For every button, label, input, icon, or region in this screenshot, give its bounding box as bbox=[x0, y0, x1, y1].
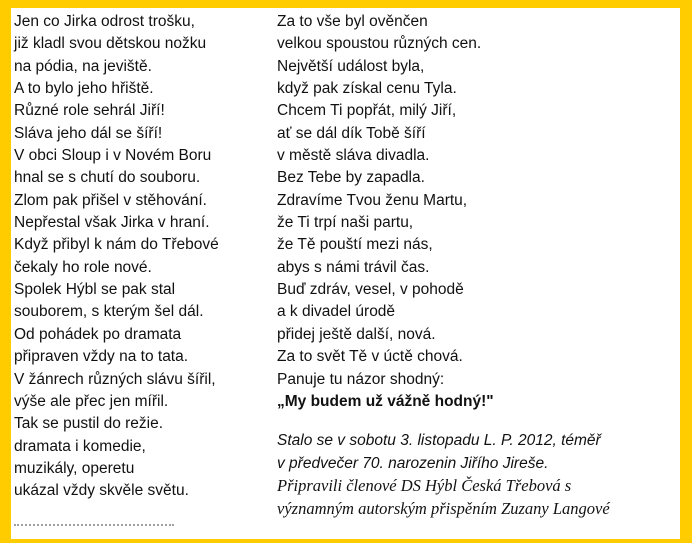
poem-line: Chcem Ti popřát, milý Jiří, bbox=[277, 102, 457, 120]
poem-line: hnal se s chutí do souboru. bbox=[14, 169, 201, 187]
poem-line: Za to svět Tě v úctě chová. bbox=[277, 348, 463, 366]
poem-right-column bbox=[277, 11, 494, 413]
poem-line: Největší událost byla, bbox=[277, 57, 425, 75]
poem-line: V žánrech různých slávu šířil, bbox=[14, 370, 216, 388]
poem-line: Jen co Jirka odrost trošku, bbox=[14, 13, 195, 30]
poem-line: Sláva jeho dál se šíří! bbox=[14, 124, 163, 142]
poem-line: Za to vše byl ověnčen bbox=[277, 13, 428, 30]
poem-line: když pak získal cenu Tyla. bbox=[277, 80, 457, 98]
poem-line: dramata i komedie, bbox=[14, 437, 146, 455]
poem-line: V obci Sloup i v Novém Boru bbox=[14, 147, 212, 165]
poem-left-column bbox=[14, 11, 219, 503]
poem-line: Zlom pak přišel v stěhování. bbox=[14, 191, 207, 209]
note-line: Stalo se v sobotu 3. listopadu L. P. 2012, téměř bbox=[277, 432, 601, 449]
poem-line: Když přibyl k nám do Třebové bbox=[14, 236, 219, 254]
poem-line: muzikály, operetu bbox=[14, 459, 135, 477]
poem-line: A to bylo jeho hřiště. bbox=[14, 80, 154, 98]
poem-line: Od pohádek po dramata bbox=[14, 325, 182, 343]
cut-off-line-fragment bbox=[14, 524, 174, 530]
poem-line: Nepřestal však Jirka v hraní. bbox=[14, 214, 210, 232]
poem-line: Bez Tebe by zapadla. bbox=[277, 169, 425, 187]
poem-line: Různé role sehrál Jiří! bbox=[14, 102, 165, 120]
note-line: v předvečer 70. narozenin Jiřího Jireše. bbox=[277, 454, 549, 472]
poem-line: Spolek Hýbl se pak stal bbox=[14, 281, 176, 299]
poem-line: v městě sláva divadla. bbox=[277, 147, 430, 165]
poem-line: ať se dál dík Tobě šíří bbox=[277, 124, 426, 142]
poem-line: již kladl svou dětskou nožku bbox=[14, 35, 207, 53]
poem-line: abys s námi trávil čas. bbox=[277, 258, 430, 276]
poem-line: na pódia, na jeviště. bbox=[14, 57, 152, 75]
poem-line: Zdravíme Tvou ženu Martu, bbox=[277, 191, 468, 209]
poem-motto: „My budem už vážně hodný!" bbox=[277, 392, 494, 410]
poem-line: Panuje tu názor shodný: bbox=[277, 370, 445, 388]
poem-line: ukázal vždy skvěle světu. bbox=[14, 482, 189, 500]
poem-line: Buď zdráv, vesel, v pohodě bbox=[277, 281, 464, 299]
poem-line: připraven vždy na to tata. bbox=[14, 348, 189, 366]
dedication-note bbox=[277, 430, 610, 520]
poem-line: souborem, s kterým šel dál. bbox=[14, 303, 204, 321]
poem-line: výše ale přec jen mířil. bbox=[14, 392, 169, 410]
poem-line: přidej ještě další, nová. bbox=[277, 325, 436, 343]
poem-line: velkou spoustou různých cen. bbox=[277, 35, 482, 53]
poem-line: že Ti trpí naši partu, bbox=[277, 214, 414, 232]
poem-line: Tak se pustil do režie. bbox=[14, 415, 164, 433]
poem-line: čekaly ho role nové. bbox=[14, 258, 152, 276]
poem-line: a k divadel úrodě bbox=[277, 303, 396, 321]
note-line: Připravili členové DS Hýbl Česká Třebová s bbox=[277, 476, 572, 495]
poem-line: že Tě pouští mezi nás, bbox=[277, 236, 433, 254]
note-line: významným autorským přispěním Zuzany Langové bbox=[277, 498, 610, 518]
